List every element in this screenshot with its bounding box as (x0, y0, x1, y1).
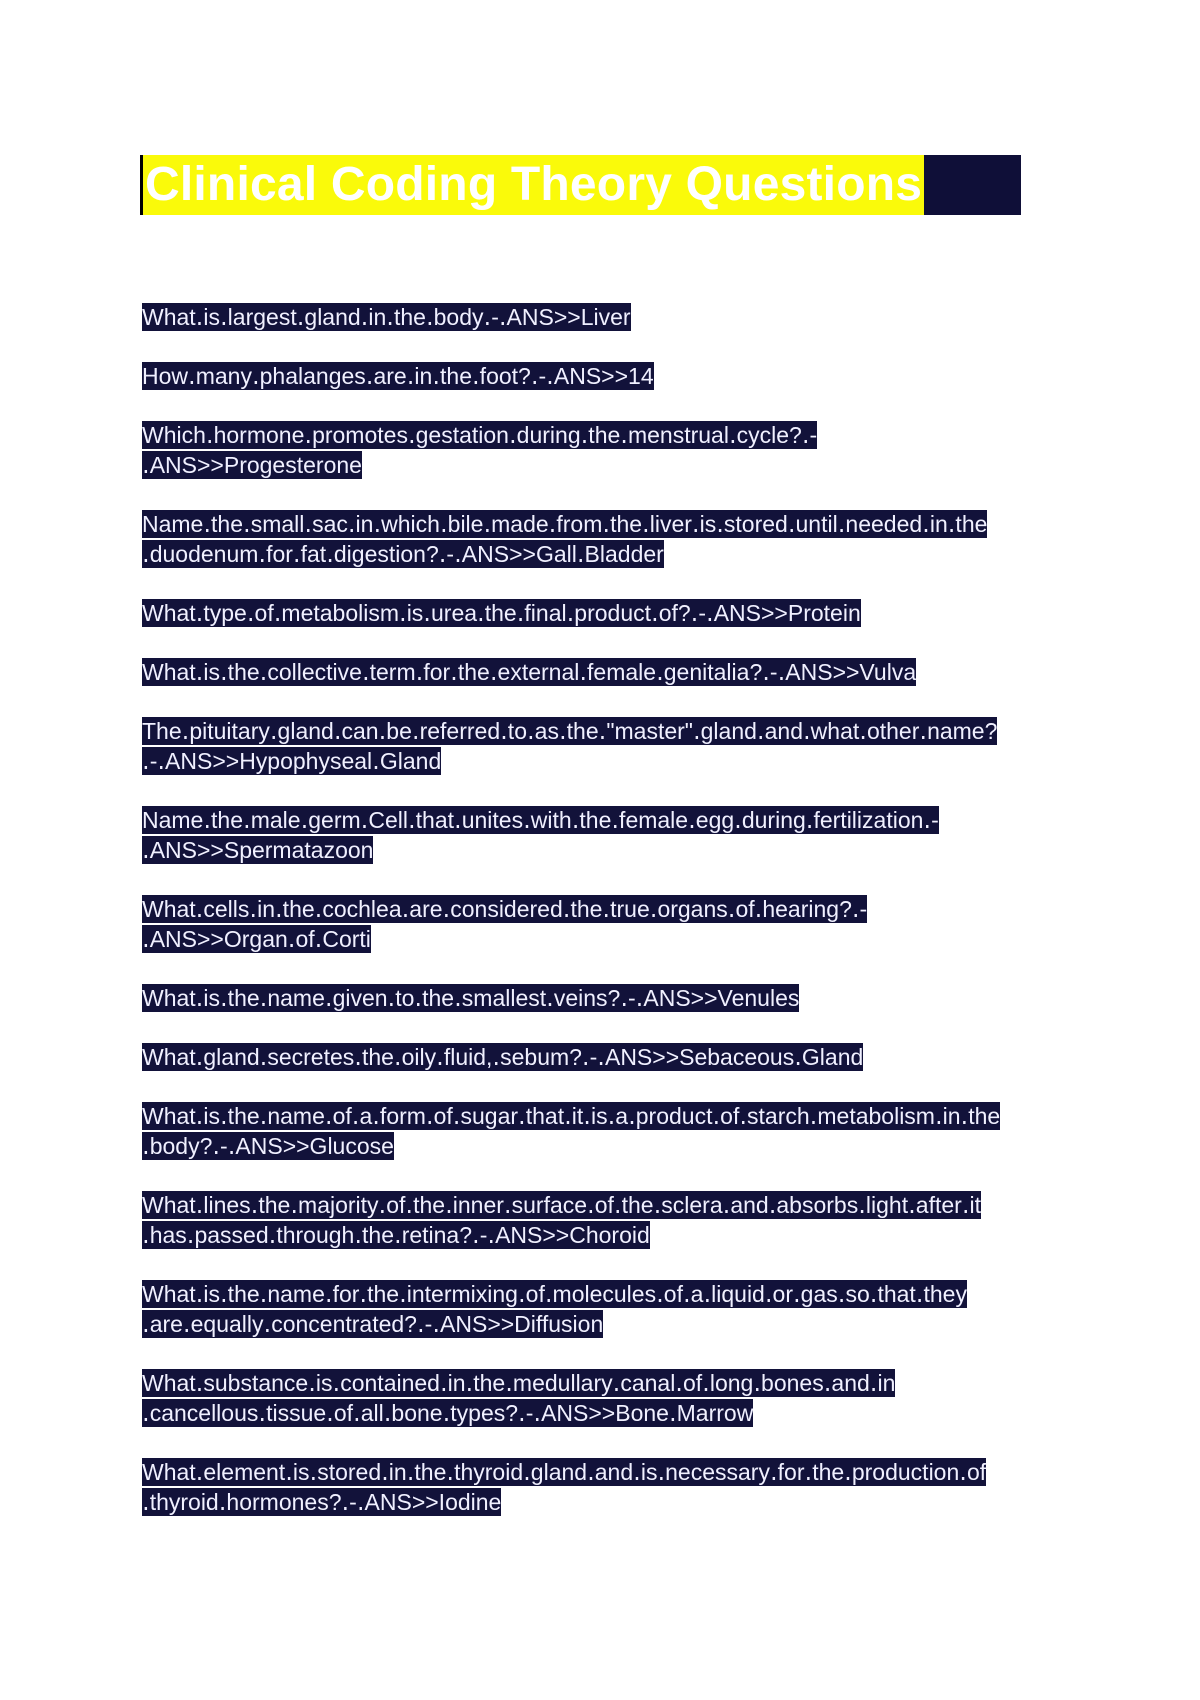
question-answer-item (142, 1190, 1082, 1250)
question-answer-item (142, 657, 1082, 687)
question-answer-line: Name․the․small․sac․in․which․bile․made․from․the․liver․is․stored․until․needed․in․the (142, 511, 988, 537)
question-answer-item (142, 420, 1082, 480)
question-answer-line: ․has․passed․through․the․retina?․-․ANS>>Choroid (142, 1222, 650, 1248)
question-answer-line: ․-․ANS>>Hypophyseal․Gland (142, 748, 442, 774)
question-answer-item (142, 1279, 1082, 1339)
question-answer-line: ․body?․-․ANS>>Glucose (142, 1133, 394, 1159)
question-answer-line: What․substance․is․contained․in․the․medullary․canal․of․long․bones․and․in (142, 1370, 896, 1396)
question-answer-item (142, 598, 1082, 628)
question-answer-item (142, 361, 1082, 391)
question-answer-line: Which․hormone․promotes․gestation․during․the․menstrual․cycle?․- (142, 422, 818, 448)
question-answer-line: How․many․phalanges․are․in․the․foot?․-․ANS>>14 (142, 363, 654, 389)
question-answer-line: The․pituitary․gland․can․be․referred․to․as․the․"master"․gland․and․what․other․name? (142, 718, 998, 744)
question-answer-line: What․is․the․name․given․to․the․smallest․veins?․-․ANS>>Venules (142, 985, 800, 1011)
question-answer-item (142, 1101, 1082, 1161)
document-title: Clinical Coding Theory Questions (143, 155, 924, 215)
question-answer-line: ․cancellous․tissue․of․all․bone․types?․-․ANS>>Bone․Marrow (142, 1400, 754, 1426)
question-answer-line: ․thyroid․hormones?․-․ANS>>Iodine (142, 1489, 502, 1515)
question-answer-line: What․is․the․name․for․the․intermixing․of․molecules․of․a․liquid․or․gas․so․that․they (142, 1281, 967, 1307)
question-answer-item (142, 1457, 1082, 1517)
question-answer-line: What․type․of․metabolism․is․urea․the․final․product․of?․-․ANS>>Protein (142, 600, 861, 626)
question-answer-line: What․element․is․stored․in․the․thyroid․gland․and․is․necessary․for․the․production․of (142, 1459, 987, 1485)
title-bar (140, 155, 1021, 215)
question-answer-item (142, 983, 1082, 1013)
question-answer-item (142, 805, 1082, 865)
question-answer-item (142, 302, 1082, 332)
question-answer-line: ․ANS>>Spermatazoon (142, 837, 374, 863)
question-answer-item (142, 1368, 1082, 1428)
question-answer-line: What․cells․in․the․cochlea․are․considered․the․true․organs․of․hearing?․- (142, 896, 868, 922)
question-answer-line: What․is․the․name․of․a․form․of․sugar․that․it․is․a․product․of․starch․metabolism․in․the (142, 1103, 1001, 1129)
question-answer-item (142, 716, 1082, 776)
question-answer-item (142, 1042, 1082, 1072)
question-answer-list (142, 302, 1082, 1517)
question-answer-line: ․duodenum․for․fat․digestion?․-․ANS>>Gall․Bladder (142, 541, 664, 567)
question-answer-line: What․gland․secretes․the․oily․fluid,․sebum?․-․ANS>>Sebaceous․Gland (142, 1044, 864, 1070)
question-answer-item (142, 894, 1082, 954)
question-answer-line: What․lines․the․majority․of․the․inner․surface․of․the․sclera․and․absorbs․light․after․it (142, 1192, 982, 1218)
question-answer-line: What․is․the․collective․term․for․the․external․female․genitalia?․-․ANS>>Vulva (142, 659, 917, 685)
question-answer-item (142, 509, 1082, 569)
question-answer-line: ․ANS>>Organ․of․Corti (142, 926, 371, 952)
question-answer-line: ․are․equally․concentrated?․-․ANS>>Diffusion (142, 1311, 604, 1337)
question-answer-line: Name․the․male․germ․Cell․that․unites․with․the․female․egg․during․fertilization․- (142, 807, 939, 833)
question-answer-line: What․is․largest․gland․in․the․body․-․ANS>>Liver (142, 304, 631, 330)
question-answer-line: ․ANS>>Progesterone (142, 452, 362, 478)
